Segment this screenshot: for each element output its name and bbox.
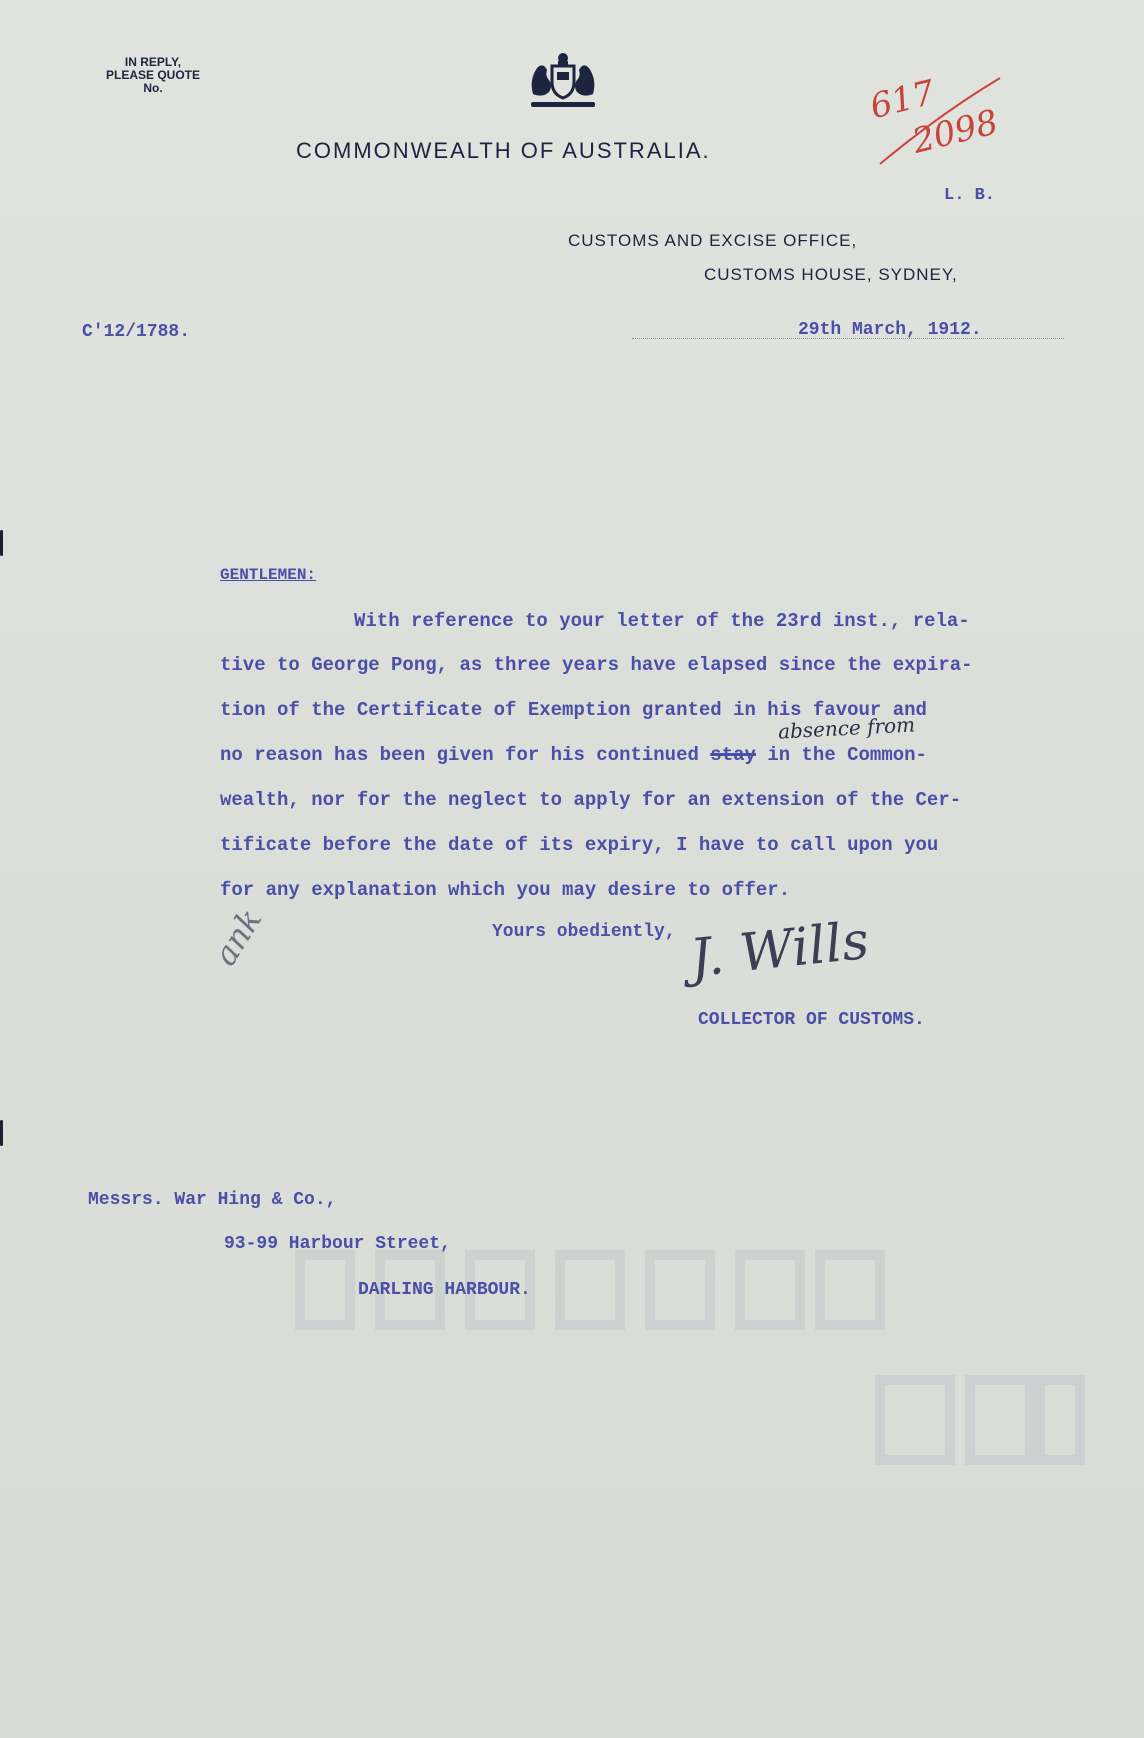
handwritten-insertion: absence from (777, 712, 916, 744)
body-line-5: wealth, nor for the neglect to apply for an extension of the Cer- (220, 789, 962, 811)
body-line-1: With reference to your letter of the 23rd inst., rela- (354, 610, 970, 632)
coat-of-arms-icon (525, 48, 601, 112)
reply-reference-box (78, 56, 228, 95)
body-line-7: for any explanation which you may desire to offer. (220, 879, 791, 901)
body-line-4-end: in the Common- (767, 744, 927, 766)
office-line-2: CUSTOMS HOUSE, SYDNEY, (704, 265, 958, 284)
reply-line-3: No. (143, 81, 163, 95)
body-line-4 (220, 744, 927, 766)
margin-initials: ank (205, 901, 270, 973)
reply-line-1: IN REPLY, (124, 55, 182, 69)
signer-title: COLLECTOR OF CUSTOMS. (698, 1010, 925, 1030)
office-line-1: CUSTOMS AND EXCISE OFFICE, (568, 231, 858, 250)
body-line-6: tificate before the date of its expiry, I have to call upon you (220, 834, 939, 856)
signature: J. Wills (687, 910, 872, 990)
addressee-line-3: DARLING HARBOUR. (358, 1280, 531, 1300)
body-line-3: tion of the Certificate of Exemption granted in his favour and (220, 699, 927, 721)
closing: Yours obediently, (492, 922, 676, 942)
red-file-number-top: 617 (866, 72, 939, 128)
addressee-line-1: Messrs. War Hing & Co., (88, 1190, 337, 1210)
letter-date: 29th March, 1912. (798, 320, 982, 340)
file-code: L. B. (944, 186, 996, 205)
red-file-number-bottom: 2098 (908, 102, 1003, 162)
red-pencil-stroke (870, 74, 1010, 174)
struck-word: stay (710, 744, 756, 766)
body-line-2: tive to George Pong, as three years have elapsed since the expira- (220, 654, 973, 676)
addressee-line-2: 93-99 Harbour Street, (224, 1234, 451, 1254)
salutation: GENTLEMEN: (220, 566, 317, 584)
reply-line-2: PLEASE QUOTE (105, 68, 200, 82)
binding-mark-2 (0, 1120, 3, 1146)
letter-reference: C'12/1788. (82, 322, 191, 342)
binding-mark-1 (0, 530, 3, 556)
body-line-4-start: no reason has been given for his continued (220, 744, 699, 766)
letterhead-title: COMMONWEALTH OF AUSTRALIA. (296, 138, 711, 163)
